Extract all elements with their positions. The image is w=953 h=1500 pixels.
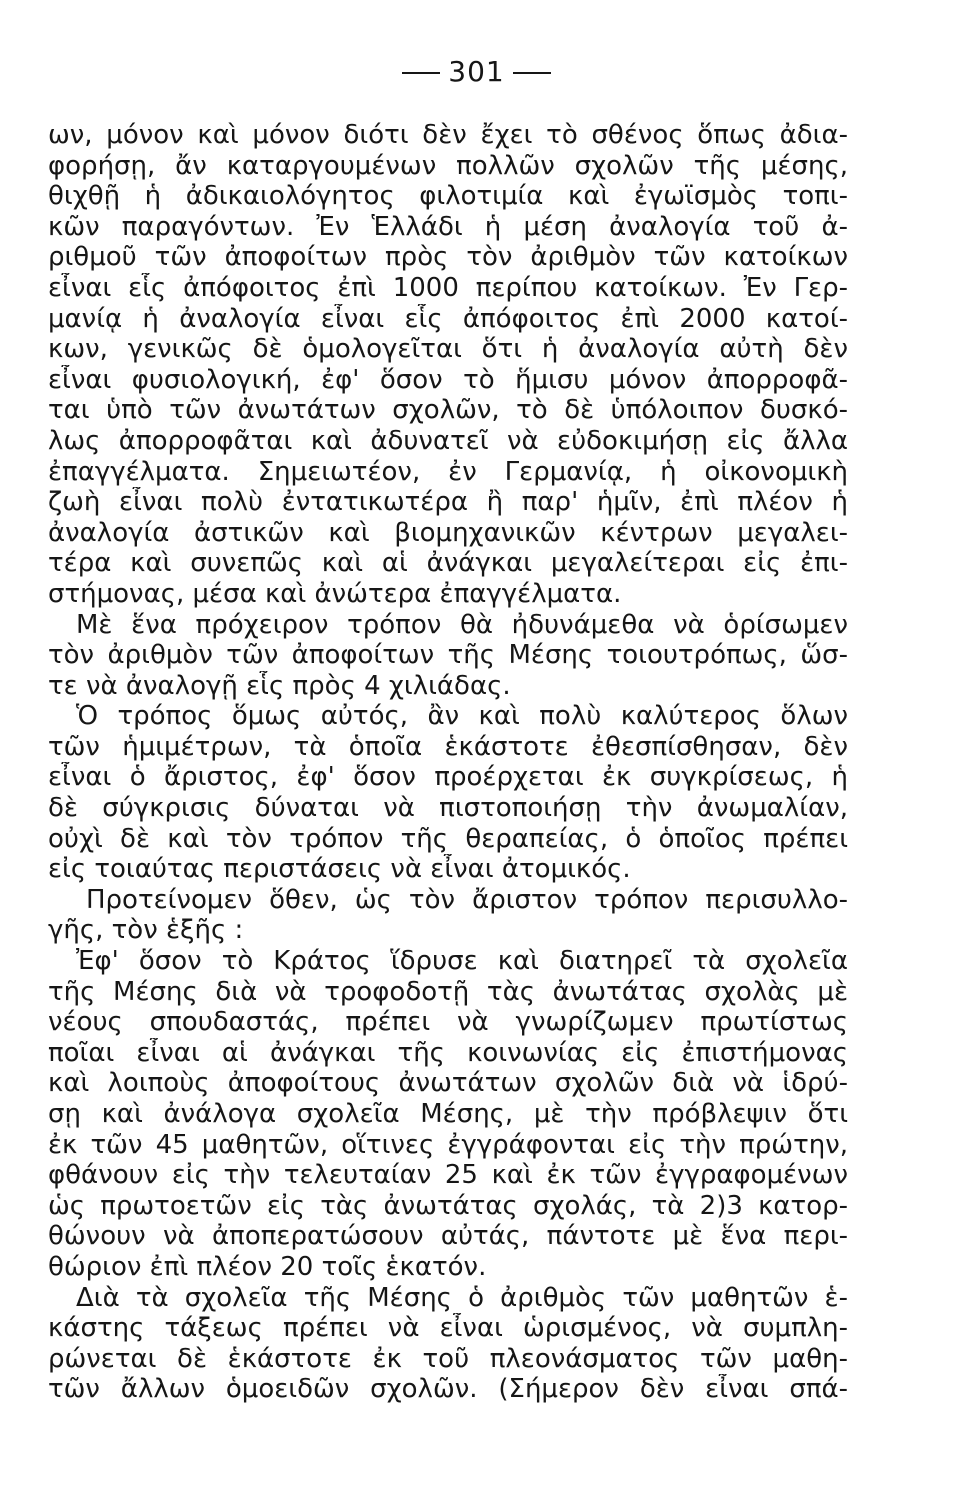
text-line: τὸν ἀριθμὸν τῶν ἀποφοίτων τῆς Μέσης τοιουτρόπως, ὥσ- bbox=[48, 640, 848, 671]
text-line: τῆς Μέσης διὰ νὰ τροφοδοτῇ τὰς ἀνωτάτας σχολὰς μὲ bbox=[48, 976, 848, 1007]
text-line: φορήσῃ, ἄν καταργουμένων πολλῶν σχολῶν τῆς μέσης, bbox=[48, 150, 848, 181]
text-line: κων, γενικῶς δὲ ὁμολογεῖται ὅτι ἡ ἀναλογία αὐτὴ δὲν bbox=[48, 334, 848, 365]
text-line: ὡς πρωτοετῶν εἰς τὰς ἀνωτάτας σχολάς, τὰ 2)3 κατορ- bbox=[48, 1190, 848, 1221]
page-number: 301 bbox=[448, 55, 505, 88]
left-rule bbox=[402, 72, 440, 74]
text-line: εἶναι εἷς ἀπόφοιτος ἐπὶ 1000 περίπου κατοίκων. Ἐν Γερ- bbox=[48, 272, 848, 303]
text-line: κῶν παραγόντων. Ἐν Ἑλλάδι ἡ μέση ἀναλογία τοῦ ἀ- bbox=[48, 211, 848, 242]
text-line: θώνουν νὰ ἀποπερατώσουν αὐτάς, πάντοτε μὲ ἕνα περι- bbox=[48, 1221, 848, 1252]
text-line: Διὰ τὰ σχολεῖα τῆς Μέσης ὁ ἀριθμὸς τῶν μαθητῶν ἑ- bbox=[76, 1282, 848, 1313]
text-line: μανίᾳ ἡ ἀναλογία εἶναι εἷς ἀπόφοιτος ἐπὶ 2000 κατοί- bbox=[48, 303, 848, 334]
text-line: γῆς, τὸν ἑξῆς : bbox=[48, 915, 244, 946]
text-line: Ὁ τρόπος ὅμως αὐτός, ἂν καὶ πολὺ καλύτερος ὅλων bbox=[76, 701, 848, 732]
text-line: ἐπαγγέλματα. Σημειωτέον, ἐν Γερμανίᾳ, ἡ οἰκονομικὴ bbox=[48, 456, 848, 487]
text-line: τε νὰ ἀναλογῇ εἷς πρὸς 4 χιλιάδας. bbox=[48, 670, 511, 701]
text-line: κάστης τάξεως πρέπει νὰ εἶναι ὡρισμένος, νὰ συμπλη- bbox=[48, 1313, 848, 1344]
text-line: Ἐφ' ὅσον τὸ Κράτος ἵδρυσε καὶ διατηρεῖ τὰ σχολεῖα bbox=[76, 946, 848, 977]
text-line: λως ἀπορροφᾶται καὶ ἀδυνατεῖ νὰ εὐδοκιμήσῃ εἰς ἄλλα bbox=[48, 425, 848, 456]
text-line: εἶναι φυσιολογική, ἐφ' ὅσον τὸ ἥμισυ μόνον ἀπορροφᾶ- bbox=[48, 364, 848, 395]
text-line: οὐχὶ δὲ καὶ τὸν τρόπον τῆς θεραπείας, ὁ ὁποῖος πρέπει bbox=[48, 823, 848, 854]
text-line: φθάνουν εἰς τὴν τελευταίαν 25 καὶ ἐκ τῶν ἐγγραφομένων bbox=[48, 1160, 848, 1191]
text-line: καὶ λοιποὺς ἀποφοίτους ἀνωτάτων σχολῶν διὰ νὰ ἱδρύ- bbox=[48, 1068, 848, 1099]
text-line: εἶναι ὁ ἄριστος, ἐφ' ὅσον προέρχεται ἐκ συγκρίσεως, ἡ bbox=[48, 762, 848, 793]
text-line: ται ὑπὸ τῶν ἀνωτάτων σχολῶν, τὸ δὲ ὑπόλοιπον δυσκό- bbox=[48, 395, 848, 426]
text-line: σῃ καὶ ἀνάλογα σχολεῖα Μέσης, μὲ τὴν πρόβλεψιν ὅτι bbox=[48, 1099, 848, 1129]
text-line: ων, μόνον καὶ μόνον διότι δὲν ἔχει τὸ σθένος ὅπως ἀδια- bbox=[48, 120, 848, 150]
text-line: τέρα καὶ συνεπῶς καὶ αἱ ἀνάγκαι μεγαλείτεραι εἰς ἐπι- bbox=[48, 548, 848, 579]
text-line: τῶν ἡμιμέτρων, τὰ ὁποῖα ἑκάστοτε ἐθεσπίσθησαν, δὲν bbox=[48, 731, 848, 762]
text-line: νέους σπουδαστάς, πρέπει νὰ γνωρίζωμεν πρωτίστως bbox=[48, 1007, 848, 1038]
body-text bbox=[48, 120, 848, 1405]
text-line: ρώνεται δὲ ἑκάστοτε ἐκ τοῦ πλεονάσματος τῶν μαθη- bbox=[48, 1343, 848, 1374]
page-header bbox=[0, 54, 953, 90]
text-line: θιχθῇ ἡ ἀδικαιολόγητος φιλοτιμία καὶ ἐγωϊσμὸς τοπι- bbox=[48, 181, 848, 212]
text-line: στήμονας, μέσα καὶ ἀνώτερα ἐπαγγέλματα. bbox=[48, 578, 622, 609]
text-line: ριθμοῦ τῶν ἀποφοίτων πρὸς τὸν ἀριθμὸν τῶν κατοίκων bbox=[48, 242, 848, 273]
text-line: ἐκ τῶν 45 μαθητῶν, οἵτινες ἐγγράφονται εἰς τὴν πρώτην, bbox=[48, 1129, 848, 1160]
text-line: δὲ σύγκρισις δύναται νὰ πιστοποιήσῃ τὴν ἀνωμαλίαν, bbox=[48, 793, 848, 824]
text-line: ἀναλογία ἀστικῶν καὶ βιομηχανικῶν κέντρων μεγαλει- bbox=[48, 517, 848, 548]
text-line: θώριον ἐπὶ πλέον 20 τοῖς ἑκατόν. bbox=[48, 1251, 487, 1282]
text-line: Μὲ ἕνα πρόχειρον τρόπον θὰ ἠδυνάμεθα νὰ ὁρίσωμεν bbox=[76, 609, 848, 640]
text-line: ζωὴ εἶναι πολὺ ἐντατικωτέρα ἢ παρ' ἡμῖν, ἐπὶ πλέον ἡ bbox=[48, 487, 848, 518]
text-line: Προτείνομεν ὅθεν, ὡς τὸν ἄριστον τρόπον περισυλλο- bbox=[86, 884, 848, 915]
text-line: τῶν ἄλλων ὁμοειδῶν σχολῶν. (Σήμερον δὲν εἶναι σπά- bbox=[48, 1374, 848, 1405]
text-line: εἰς τοιαύτας περιστάσεις νὰ εἶναι ἀτομικός. bbox=[48, 854, 631, 885]
right-rule bbox=[513, 72, 551, 74]
text-line: ποῖαι εἶναι αἱ ἀνάγκαι τῆς κοινωνίας εἰς ἐπιστήμονας bbox=[48, 1037, 848, 1068]
